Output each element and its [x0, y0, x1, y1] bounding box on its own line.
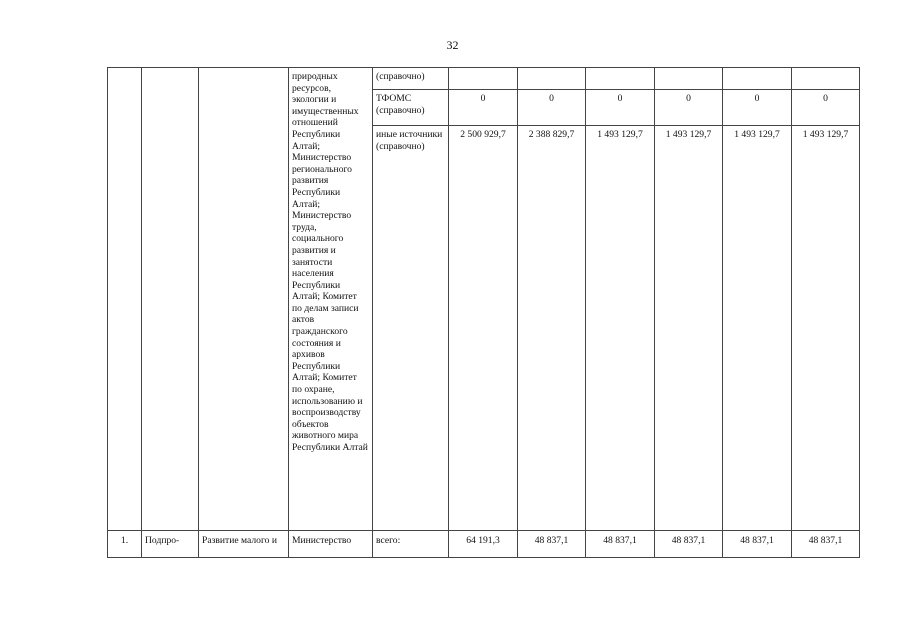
responsible-org-cell: Министерство	[289, 531, 373, 558]
value-cell: 48 837,1	[655, 531, 723, 558]
value-cell: 0	[792, 90, 860, 126]
source-cell: ТФОМС (справочно)	[373, 90, 449, 126]
value-cell: 0	[449, 90, 518, 126]
value-cell	[449, 68, 518, 90]
value-cell	[586, 68, 655, 90]
value-cell: 2 388 829,7	[518, 126, 586, 531]
empty-cell	[199, 68, 289, 531]
value-cell	[518, 68, 586, 90]
value-cell: 48 837,1	[586, 531, 655, 558]
source-cell: всего:	[373, 531, 449, 558]
responsible-org-cell: природных ресурсов, экологии и имущественных отношений Республики Алтай; Министерство регионального развития Республики Алтай; Министерство труда, социального развития и занятости населения Республики Алтай; Комитет по делам записи актов гражданского состояния и архивов Республики Алтай; Комитет по охране, использованию и воспроизводству объектов животного мира Республики Алтай	[289, 68, 373, 531]
source-cell: иные источники (справочно)	[373, 126, 449, 531]
financing-table	[107, 67, 860, 558]
value-cell: 1 493 129,7	[586, 126, 655, 531]
value-cell: 2 500 929,7	[449, 126, 518, 531]
value-cell	[723, 68, 792, 90]
value-cell: 1 493 129,7	[655, 126, 723, 531]
value-cell: 0	[655, 90, 723, 126]
name-cell: Развитие малого и	[199, 531, 289, 558]
row-number-cell: 1.	[108, 531, 142, 558]
table-row	[108, 531, 860, 558]
value-cell: 64 191,3	[449, 531, 518, 558]
type-cell: Подпро-	[142, 531, 199, 558]
value-cell: 0	[518, 90, 586, 126]
value-cell: 48 837,1	[518, 531, 586, 558]
value-cell: 1 493 129,7	[723, 126, 792, 531]
empty-cell	[142, 68, 199, 531]
value-cell	[655, 68, 723, 90]
source-cell: (справочно)	[373, 68, 449, 90]
table-row	[108, 68, 860, 90]
value-cell: 48 837,1	[792, 531, 860, 558]
value-cell: 48 837,1	[723, 531, 792, 558]
value-cell: 0	[586, 90, 655, 126]
page-number: 32	[446, 38, 459, 52]
value-cell	[792, 68, 860, 90]
empty-cell	[108, 68, 142, 531]
value-cell: 1 493 129,7	[792, 126, 860, 531]
value-cell: 0	[723, 90, 792, 126]
